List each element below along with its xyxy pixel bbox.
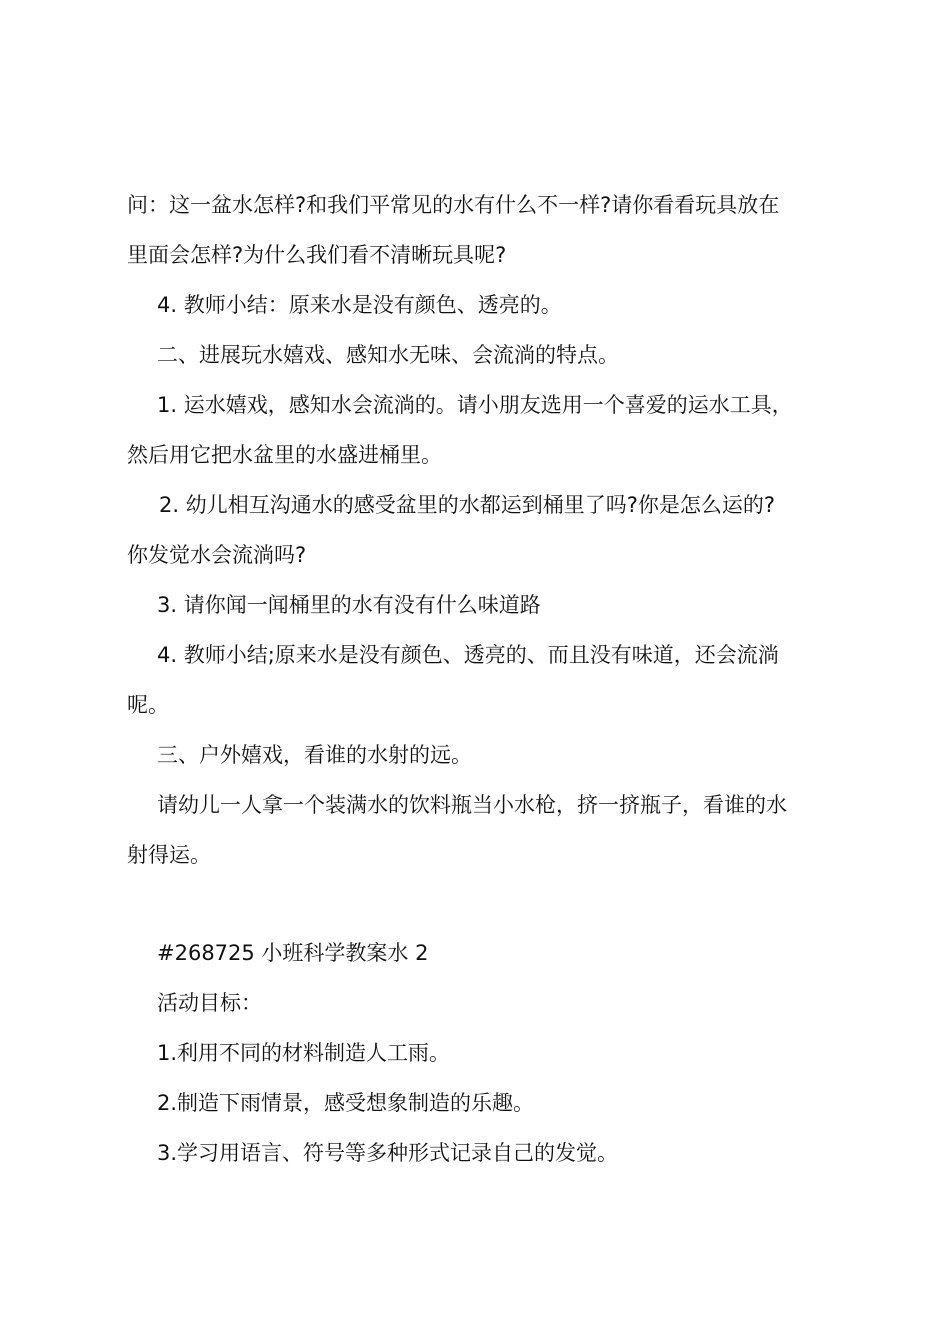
paragraph-line: 射得运。 <box>127 843 211 867</box>
paragraph-line: 问：这一盆水怎样?和我们平常见的水有什么不一样?请你看看玩具放在 <box>127 193 780 217</box>
paragraph-line: 4. 教师小结：原来水是没有颜色、透亮的。 <box>157 293 562 317</box>
list-item: 2.制造下雨情景，感受想象制造的乐趣。 <box>157 1091 535 1115</box>
section-heading: 二、进展玩水嬉戏、感知水无味、会流淌的特点。 <box>157 343 619 367</box>
section-heading: 活动目标： <box>157 991 262 1015</box>
paragraph-line: 1. 运水嬉戏，感知水会流淌的。请小朋友选用一个喜爱的运水工具， <box>157 393 793 417</box>
paragraph-line: 请幼儿一人拿一个装满水的饮料瓶当小水枪，挤一挤瓶子，看谁的水 <box>157 793 787 817</box>
paragraph-line: 4. 教师小结;原来水是没有颜色、透亮的、而且没有味道，还会流淌 <box>157 643 779 667</box>
section-heading: 三、户外嬉戏，看谁的水射的远。 <box>157 743 472 767</box>
paragraph-line: 2. 幼儿相互沟通水的感受盆里的水都运到桶里了吗?你是怎么运的? <box>159 493 776 517</box>
paragraph-line: 然后用它把水盆里的水盛进桶里。 <box>127 443 442 467</box>
paragraph-line: 呢。 <box>127 693 169 717</box>
document-title: #268725 小班科学教案水 2 <box>157 941 429 965</box>
paragraph-line: 3. 请你闻一闻桶里的水有没有什么味道路 <box>157 593 541 617</box>
paragraph-line: 你发觉水会流淌吗? <box>127 543 307 567</box>
paragraph-line: 里面会怎样?为什么我们看不清晰玩具呢? <box>127 243 507 267</box>
list-item: 3.学习用语言、符号等多种形式记录自己的发觉。 <box>157 1141 619 1165</box>
list-item: 1.利用不同的材料制造人工雨。 <box>157 1041 451 1065</box>
